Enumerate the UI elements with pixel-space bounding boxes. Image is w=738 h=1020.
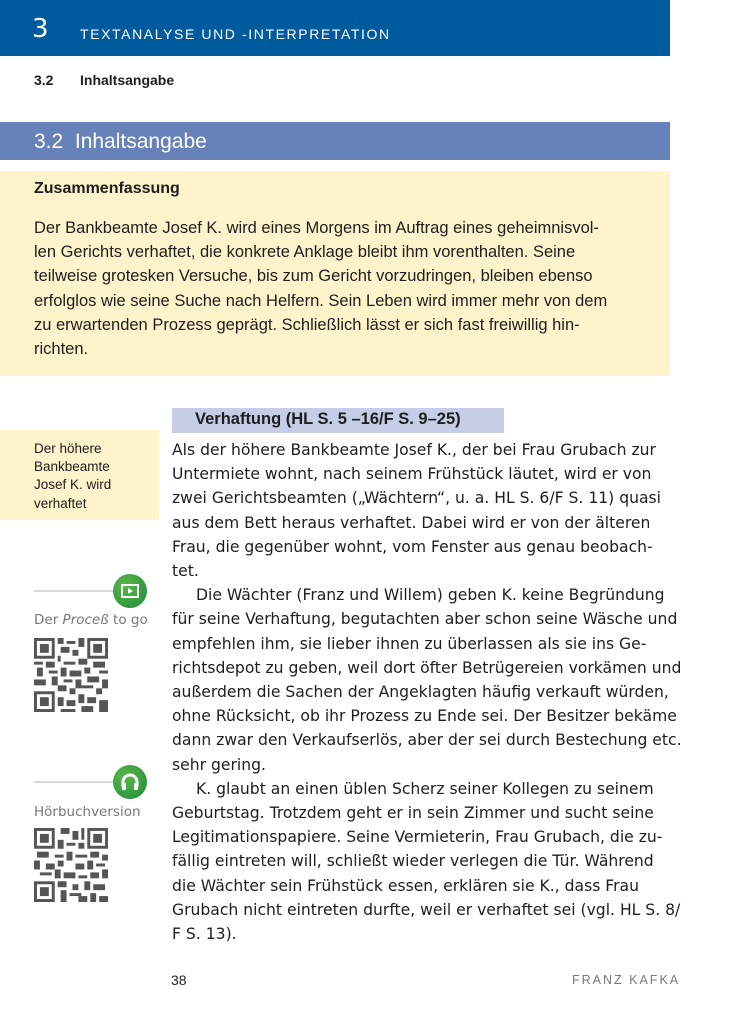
media-divider [34, 590, 120, 592]
summary-line: erfolglos wie seine Suche nach Helfern. Sein Leben wird immer mehr von dem [34, 291, 608, 310]
body-line: Die Wächter (Franz und Willem) geben K. keine Begründung [196, 586, 665, 605]
summary-heading: Zusammenfassung [34, 180, 180, 197]
body-line: richtsdepot zu geben, weil dort öfter Betrügereien vorkämen und [172, 658, 682, 677]
video-label-prefix: Der [34, 612, 63, 628]
body-line: Frau, die gegenüber wohnt, vom Fenster aus genau beobach- [172, 537, 653, 556]
body-line: F S. 13). [172, 925, 237, 944]
body-line: tet. [172, 562, 199, 581]
body-line: für seine Verhaftung, begutachten aber schon seine Wäsche und [172, 610, 678, 629]
media-divider [34, 781, 120, 783]
body-line: Untermiete wohnt, nach seinem Frühstück läutet, wird er von [172, 465, 652, 484]
body-line: fällig eintreten will, schließt wieder verlegen die Tür. Während [172, 852, 654, 871]
body-line: K. glaubt an einen üblen Scherz seiner Kollegen zu seinem [196, 779, 654, 798]
footer-author: FRANZ KAFKA [572, 973, 681, 987]
summary-line: Der Bankbeamte Josef K. wird eines Morgens im Auftrag eines geheimnisvol- [34, 219, 599, 237]
summary-line: len Gerichts verhaftet, die konkrete Anklage bleibt ihm vorenthalten. Seine [34, 243, 576, 262]
subsection-heading: Verhaftung (HL S. 5 –16/F S. 9–25) [195, 410, 461, 428]
margin-note-line: Bankbeamte [34, 459, 110, 475]
qr-code-video[interactable] [34, 638, 108, 712]
margin-note-line: verhaftet [34, 495, 87, 511]
margin-note-line: Josef K. wird [34, 477, 112, 493]
body-line: außerdem die Sachen der Angeklagten häufig verkauft würden, [172, 683, 669, 702]
body-line: zwei Gerichtsbeamten („Wächtern“, u. a. HL S. 6/F S. 11) quasi [172, 489, 662, 508]
chapter-title: TEXTANALYSE UND -INTERPRETATION [80, 26, 391, 42]
audio-label: Hörbuchversion [34, 804, 141, 820]
video-label-title: Proceß [62, 612, 109, 628]
running-section-title: Inhaltsangabe [80, 72, 175, 88]
body-line: die Wächter sein Frühstück essen, erklären sie K., dass Frau [172, 876, 639, 895]
page-number: 38 [171, 972, 187, 988]
body-line: sehr gering. [172, 755, 266, 774]
body-line: Legitimationspapiere. Seine Vermieterin, Frau Grubach, die zu- [172, 828, 663, 847]
summary-line: zu erwartenden Prozess geprägt. Schließlich lässt er sich fast freiwillig hin- [34, 315, 580, 334]
body-line: Grubach nicht eintreten durfte, weil er verhaftet sei (vgl. HL S. 8/ [172, 900, 681, 919]
body-line: Geburtstag. Trotzdem geht er in sein Zimmer und sucht seine [172, 804, 654, 823]
body-text [172, 438, 682, 946]
summary-line: richten. [34, 340, 89, 359]
qr-code-audio[interactable] [34, 828, 108, 902]
video-label [34, 612, 148, 628]
body-line: aus dem Bett heraus verhaftet. Dabei wird er von der älteren [172, 513, 651, 532]
body-line: Als der höhere Bankbeamte Josef K., der bei Frau Grubach zur [172, 441, 656, 459]
summary-text [34, 216, 664, 361]
body-line: dann zwar den Verkaufserlös, aber der sei durch Bestechung etc. [172, 731, 682, 750]
running-head [34, 72, 174, 88]
section-title: 3.2 Inhaltsangabe [34, 130, 207, 153]
chapter-number: 3 [32, 14, 49, 44]
running-section-number: 3.2 [34, 72, 54, 88]
summary-line: teilweise grotesken Versuche, bis zum Gericht vorzudringen, bleiben ebenso [34, 267, 593, 286]
video-label-suffix: to go [108, 612, 148, 628]
margin-note [34, 440, 111, 513]
headphones-icon[interactable] [113, 765, 147, 799]
body-line: empfehlen ihm, sie lieber ihnen zu überlassen als sie ins Ge- [172, 634, 647, 653]
body-line: ohne Rücksicht, ob ihr Prozess zu Ende sei. Der Besitzer bekäme [172, 707, 677, 726]
video-play-icon[interactable] [113, 574, 147, 608]
margin-note-line: Der höhere [34, 441, 102, 456]
